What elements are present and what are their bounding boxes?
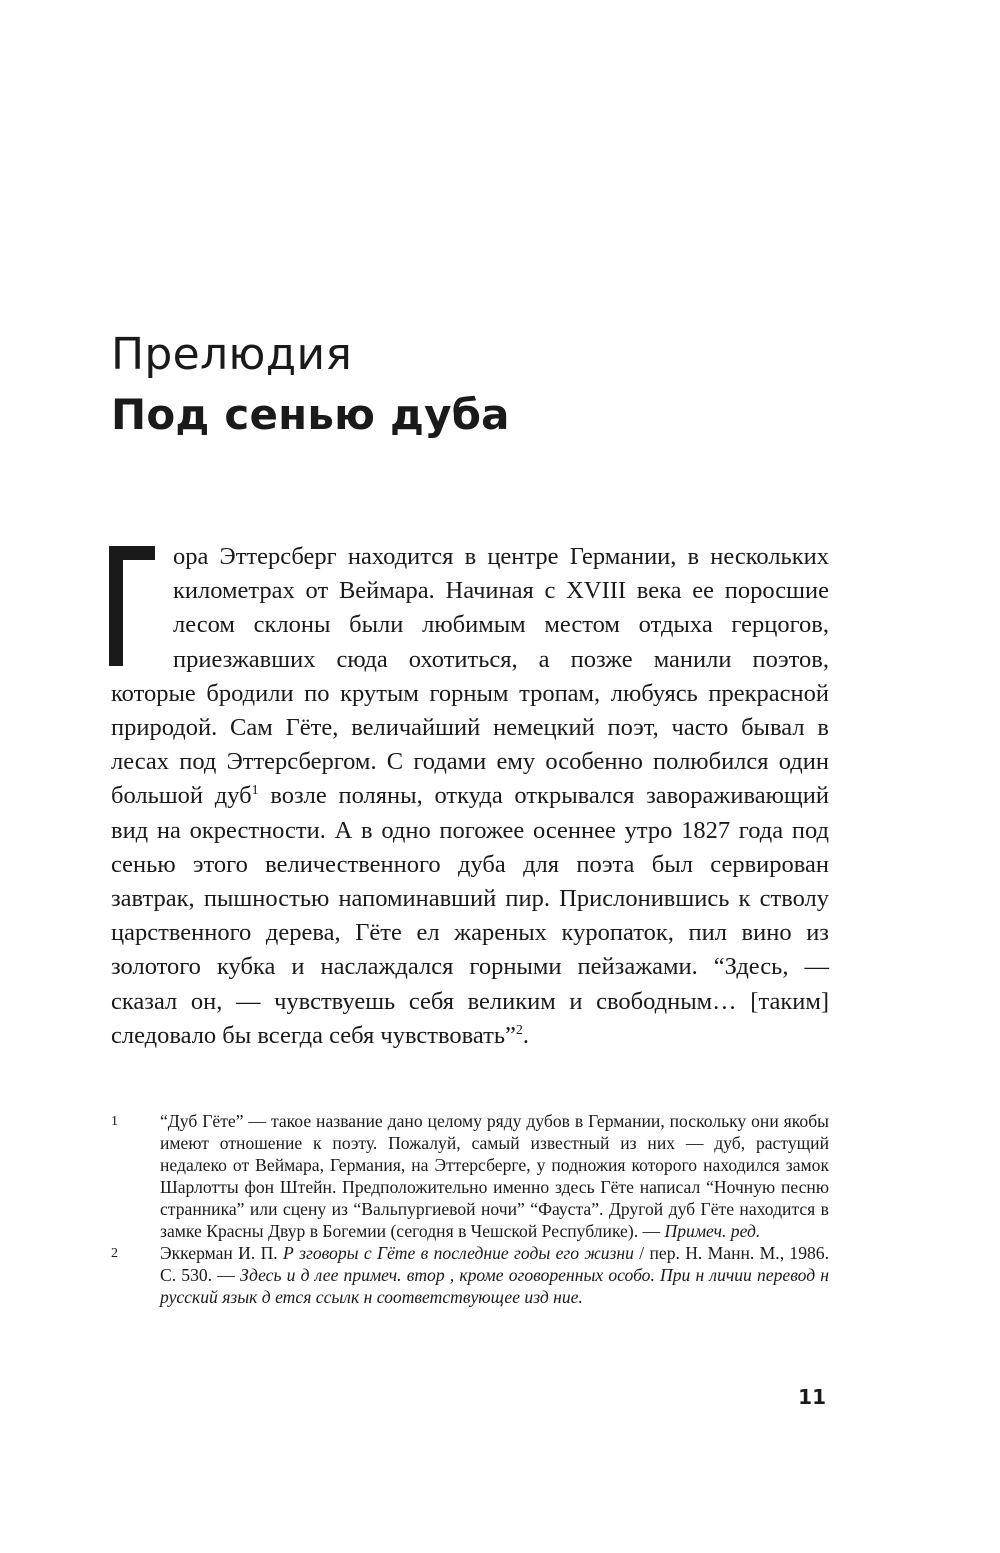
footnote-imprint: / пер. Н. Манн. М., 1986. С. 530. — — [160, 1243, 829, 1285]
footnote-editor-note: Примеч. ред. — [664, 1221, 761, 1241]
chapter-title: Под сенью дуба — [111, 390, 510, 439]
footnote-author-note: Здесь и д лее примеч. втор , кроме оговоренных особо. При н личии перевод н русский язык д ется ссылк н соответствующее изд ние. — [160, 1265, 829, 1307]
chapter-label: Прелюдия — [111, 329, 353, 380]
footnote-1 — [111, 1110, 829, 1242]
body-text-part-1: ора Эттерсберг находится в центре Германии, в нескольких километрах от Веймара. Начиная с XVIII века ее поросшие лесом склоны были любимым местом отдыха герцогов, приезжавших сюда охотиться, а позже манили поэтов, которые бродили по крутым горным тропам, любуясь прекрасной природой. Сам Гёте, величайший немецкий поэт, часто бывал в лесах под Эттерсбергом. С годами ему особенно полюбился один большой дуб — [111, 543, 829, 810]
body-text-end: . — [522, 1021, 530, 1049]
footnote-number: 2 — [111, 1246, 118, 1261]
footnote-number: 1 — [111, 1114, 118, 1129]
footnote-reference-1[interactable]: 1 — [251, 783, 259, 799]
footnotes — [111, 1110, 829, 1308]
body-text-part-2: возле поляны, откуда открывался завораживающий вид на окрестности. А в одно погожее осеннее утро 1827 года под сенью этого величественного дуба для поэта был сервирован завтрак, пышностью напоминавший пир. Прислонившись к стволу царственного дерева, Гёте ел жареных куропаток, пил вино из золотого кубка и наслаждался горными пейзажами. “Здесь, — сказал он, — чувствуешь себя великим и свободным… [таким] следовало бы всегда себя чувствовать” — [111, 782, 829, 1049]
footnote-book-title: Р зговоры с Гёте в последние годы его жизни — [283, 1243, 634, 1263]
footnote-text: “Дуб Гёте” — такое название дано целому ряду дубов в Германии, поскольку они якобы имеют отношение к поэту. Пожалуй, самый известный из них — дуб, растущий недалеко от Веймара, Германия, на Эттерсберге, у подножия которого находился замок Шарлотты фон Штейн. Предположительно именно здесь Гёте написал “Ночную песню странника” или сцену из “Вальпургиевой ночи” “Фауста”. Другой дуб Гёте находится в замке Красны Двур в Богемии (сегодня в Чешской Республике). — — [160, 1111, 829, 1241]
drop-cap-bar-stem — [109, 546, 123, 666]
footnote-author: Эккерман И. П. — [160, 1243, 284, 1263]
body-paragraph — [111, 540, 829, 1053]
page-number: 11 — [798, 1385, 826, 1409]
chapter-heading — [111, 327, 871, 443]
drop-cap — [109, 546, 159, 666]
footnote-reference-2[interactable]: 2 — [515, 1022, 523, 1038]
footnote-2 — [111, 1242, 829, 1308]
